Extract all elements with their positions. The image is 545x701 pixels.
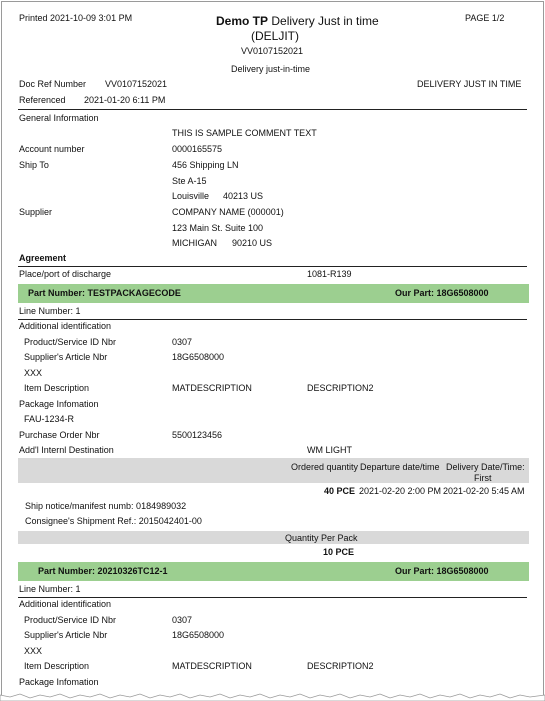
additional-identification: Additional identification [19, 599, 112, 609]
shipto-label: Ship To [19, 160, 49, 170]
our-part: Our Part: 18G6508000 [395, 566, 489, 576]
discharge-value: 1081-R139 [307, 269, 352, 279]
divider [18, 266, 527, 267]
departure-value: 2021-02-20 2:00 PM [359, 486, 442, 496]
account-label: Account number [19, 144, 85, 154]
account-value: 0000165575 [172, 144, 223, 154]
doc-ref-label: Doc Ref Number [19, 79, 87, 89]
placeholder-xxx: XXX [24, 646, 43, 656]
item-description-label: Item Description [24, 383, 90, 393]
item-description-label: Item Description [24, 661, 90, 671]
purchase-order-value: 5500123456 [172, 430, 223, 440]
printed-timestamp: Printed 2021-10-09 3:01 PM [19, 13, 133, 23]
package-information: Package Infomation [19, 399, 99, 409]
col-delivery-2: First [474, 473, 492, 483]
shipto-line2: Ste A-15 [172, 176, 207, 186]
discharge-label: Place/port of discharge [19, 269, 112, 279]
general-heading: General Information [19, 113, 99, 123]
title-code: (DELJIT) [251, 29, 299, 43]
qty-per-pack-value: 10 PCE [323, 547, 355, 557]
header-subtitle: Delivery just-in-time [231, 64, 311, 74]
additional-identification: Additional identification [19, 321, 112, 331]
torn-edge [0, 693, 545, 701]
page-number: PAGE 1/2 [465, 13, 505, 23]
qty-per-pack-label: Quantity Per Pack [285, 533, 358, 543]
item-description-value: MATDESCRIPTION [172, 383, 252, 393]
delivery-value: 2021-02-20 5:45 AM [443, 486, 525, 496]
item-description-value2: DESCRIPTION2 [307, 383, 374, 393]
supplier-state: MICHIGAN [172, 238, 217, 248]
package-information: Package Infomation [19, 677, 99, 687]
addl-destination-value: WM LIGHT [307, 445, 352, 455]
shipto-city: Louisville [172, 191, 210, 201]
purchase-order-label: Purchase Order Nbr [19, 430, 100, 440]
supplier-article-label: Supplier's Article Nbr [24, 630, 108, 640]
addl-destination-label: Add'l Internl Destination [19, 445, 114, 455]
supplier-label: Supplier [19, 207, 53, 217]
schedule-header-band [18, 458, 529, 483]
agreement-heading: Agreement [19, 253, 67, 263]
supplier-article-value: 18G6508000 [172, 630, 225, 640]
part-header-band [18, 284, 529, 303]
col-departure: Departure date/time [360, 462, 440, 472]
divider [18, 319, 527, 320]
doc-type-right: DELIVERY JUST IN TIME [417, 79, 522, 89]
ordered-quantity-value: 40 PCE [324, 486, 356, 496]
col-delivery-1: Delivery Date/Time: [446, 462, 525, 472]
placeholder-xxx: XXX [24, 368, 43, 378]
shipto-line1: 456 Shipping LN [172, 160, 239, 170]
supplier-zip: 90210 US [232, 238, 273, 248]
divider [18, 597, 527, 598]
line-number: Line Number: 1 [19, 306, 81, 316]
document-title [216, 14, 379, 28]
shipto-zip: 40213 US [223, 191, 264, 201]
col-ordered-quantity: Ordered quantity [291, 462, 359, 472]
package-code: FAU-1234-R [24, 414, 75, 424]
header-doc-id: VV0107152021 [241, 46, 304, 56]
title-company: Demo TP [216, 14, 269, 28]
supplier-line1: COMPANY NAME (000001) [172, 207, 284, 217]
our-part: Our Part: 18G6508000 [395, 288, 489, 298]
ship-notice: Ship notice/manifest numb: 0184989032 [25, 501, 187, 511]
product-id-label: Product/Service ID Nbr [24, 337, 117, 347]
divider [18, 109, 527, 110]
part-number: Part Number: 20210326TC12-1 [38, 566, 168, 576]
referenced-value: 2021-01-20 6:11 PM [84, 95, 166, 105]
product-id-label: Product/Service ID Nbr [24, 615, 117, 625]
item-description-value2: DESCRIPTION2 [307, 661, 374, 671]
consignee-ref: Consignee's Shipment Ref.: 2015042401-00 [25, 516, 202, 526]
supplier-article-value: 18G6508000 [172, 352, 225, 362]
supplier-article-label: Supplier's Article Nbr [24, 352, 108, 362]
comment-text: THIS IS SAMPLE COMMENT TEXT [172, 128, 317, 138]
product-id-value: 0307 [172, 615, 193, 625]
supplier-line2: 123 Main St. Suite 100 [172, 223, 264, 233]
part-number: Part Number: TESTPACKAGECODE [28, 288, 181, 298]
product-id-value: 0307 [172, 337, 193, 347]
item-description-value: MATDESCRIPTION [172, 661, 252, 671]
title-doc-type: Delivery Just in time [271, 14, 379, 28]
line-number: Line Number: 1 [19, 584, 81, 594]
part-header-band [18, 562, 529, 581]
doc-ref-value: VV0107152021 [105, 79, 168, 89]
qty-per-pack-band [18, 531, 529, 544]
referenced-label: Referenced [19, 95, 66, 105]
document-page [1, 1, 544, 698]
